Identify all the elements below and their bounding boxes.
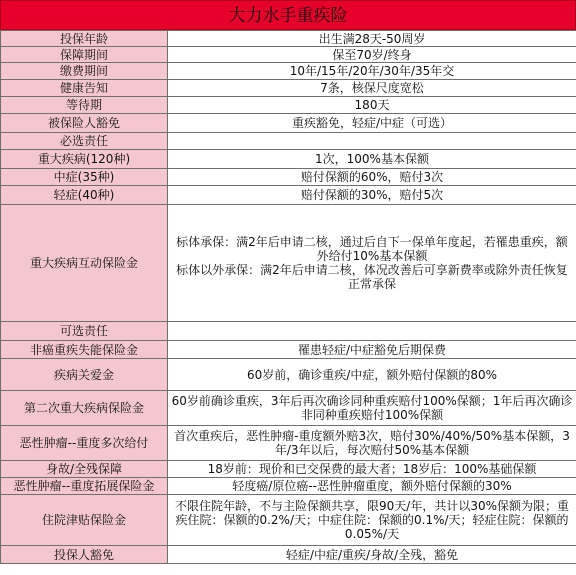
row-label[interactable]: 等待期 <box>1 97 168 114</box>
table-row <box>1 150 576 169</box>
row-label[interactable]: 住院津贴保险金 <box>1 495 168 546</box>
row-label[interactable]: 恶性肿瘤--重度多次给付 <box>1 426 168 461</box>
row-value[interactable]: 轻症/中症/重疾/身故/全残，豁免 <box>168 546 576 564</box>
row-value[interactable]: 赔付保额的30%，赔付5次 <box>168 186 576 205</box>
row-value[interactable]: 重疾豁免，轻症/中症（可选） <box>168 114 576 133</box>
row-value[interactable]: 出生满28天-50周岁 <box>168 31 576 47</box>
row-value[interactable] <box>168 205 576 322</box>
table-row <box>1 97 576 114</box>
table-row <box>1 47 576 63</box>
table-row <box>1 31 576 47</box>
row-value[interactable]: 10年/15年/20年/30年/35年交 <box>168 63 576 80</box>
row-label[interactable]: 非癌重疾失能保险金 <box>1 341 168 359</box>
row-value[interactable]: 赔付保额的60%，赔付3次 <box>168 169 576 186</box>
table-row <box>1 359 576 391</box>
row-label[interactable]: 保障期间 <box>1 47 168 63</box>
row-value[interactable]: 60岁前，确诊重疾/中症，额外赔付保额的80% <box>168 359 576 391</box>
section-label-optional[interactable]: 可选责任 <box>1 322 168 341</box>
row-value[interactable]: 不限住院年龄，不与主险保额共享，限90天/年，共计以30%保额为限；重疾住院：保额的0.2%/天；中症住院：保额的0.1%/天；轻症住院：保额的0.05%/天 <box>168 495 576 546</box>
table-row <box>1 322 576 341</box>
table-row <box>1 114 576 133</box>
table-row <box>1 186 576 205</box>
table-row <box>1 495 576 546</box>
row-label[interactable]: 中症(35种) <box>1 169 168 186</box>
row-label[interactable]: 缴费期间 <box>1 63 168 80</box>
table-row <box>1 546 576 564</box>
row-value[interactable]: 60岁前确诊重疾，3年后再次确诊同种重疾赔付100%保额；1年后再次确诊非同种重疾赔付100%保额 <box>168 391 576 426</box>
table-row <box>1 169 576 186</box>
table-row <box>1 391 576 426</box>
row-label[interactable]: 疾病关爱金 <box>1 359 168 391</box>
table-row <box>1 461 576 478</box>
row-label[interactable]: 恶性肿瘤--重度拓展保险金 <box>1 478 168 495</box>
row-label[interactable]: 重大疾病互动保险金 <box>1 205 168 322</box>
row-label[interactable]: 第二次重大疾病保险金 <box>1 391 168 426</box>
row-value[interactable]: 罹患轻症/中症豁免后期保费 <box>168 341 576 359</box>
row-value[interactable] <box>168 133 576 150</box>
row-label[interactable]: 投保年龄 <box>1 31 168 47</box>
row-label[interactable]: 健康告知 <box>1 80 168 97</box>
table-row <box>1 478 576 495</box>
table-row <box>1 341 576 359</box>
table-row <box>1 133 576 150</box>
row-value[interactable]: 首次重疾后，恶性肿瘤-重度额外赔3次，赔付30%/40%/50%基本保额，3年/3年以后，每次赔付50%基本保额 <box>168 426 576 461</box>
row-value[interactable]: 1次，100%基本保额 <box>168 150 576 169</box>
row-value[interactable] <box>168 322 576 341</box>
row-label[interactable]: 轻症(40种) <box>1 186 168 205</box>
row-label[interactable]: 投保人豁免 <box>1 546 168 564</box>
table-row <box>1 205 576 322</box>
section-label-required[interactable]: 必选责任 <box>1 133 168 150</box>
table-row <box>1 426 576 461</box>
table-row <box>1 63 576 80</box>
row-label[interactable]: 重大疾病(120种) <box>1 150 168 169</box>
row-value[interactable]: 保至70岁/终身 <box>168 47 576 63</box>
table-row <box>1 80 576 97</box>
row-value[interactable]: 轻度癌/原位癌--恶性肿瘤重度，额外赔付保额的30% <box>168 478 576 495</box>
row-value[interactable]: 18岁前：现价和已交保费的最大者；18岁后：100%基础保额 <box>168 461 576 478</box>
row-value-line: 标体以外承保：满2年后申请二核，体况改善后可享新费率或除外责任恢复正常承保 <box>176 263 568 291</box>
row-value[interactable]: 180天 <box>168 97 576 114</box>
sheet-title: 大力水手重疾险 <box>0 0 576 30</box>
coverage-table <box>0 30 576 564</box>
row-value[interactable]: 7条，核保尺度宽松 <box>168 80 576 97</box>
row-value-line: 标体承保：满2年后申请二核，通过后自下一保单年度起，若罹患重疾，额外给付10%基本保额 <box>176 235 568 263</box>
row-label[interactable]: 被保险人豁免 <box>1 114 168 133</box>
row-label[interactable]: 身故/全残保障 <box>1 461 168 478</box>
